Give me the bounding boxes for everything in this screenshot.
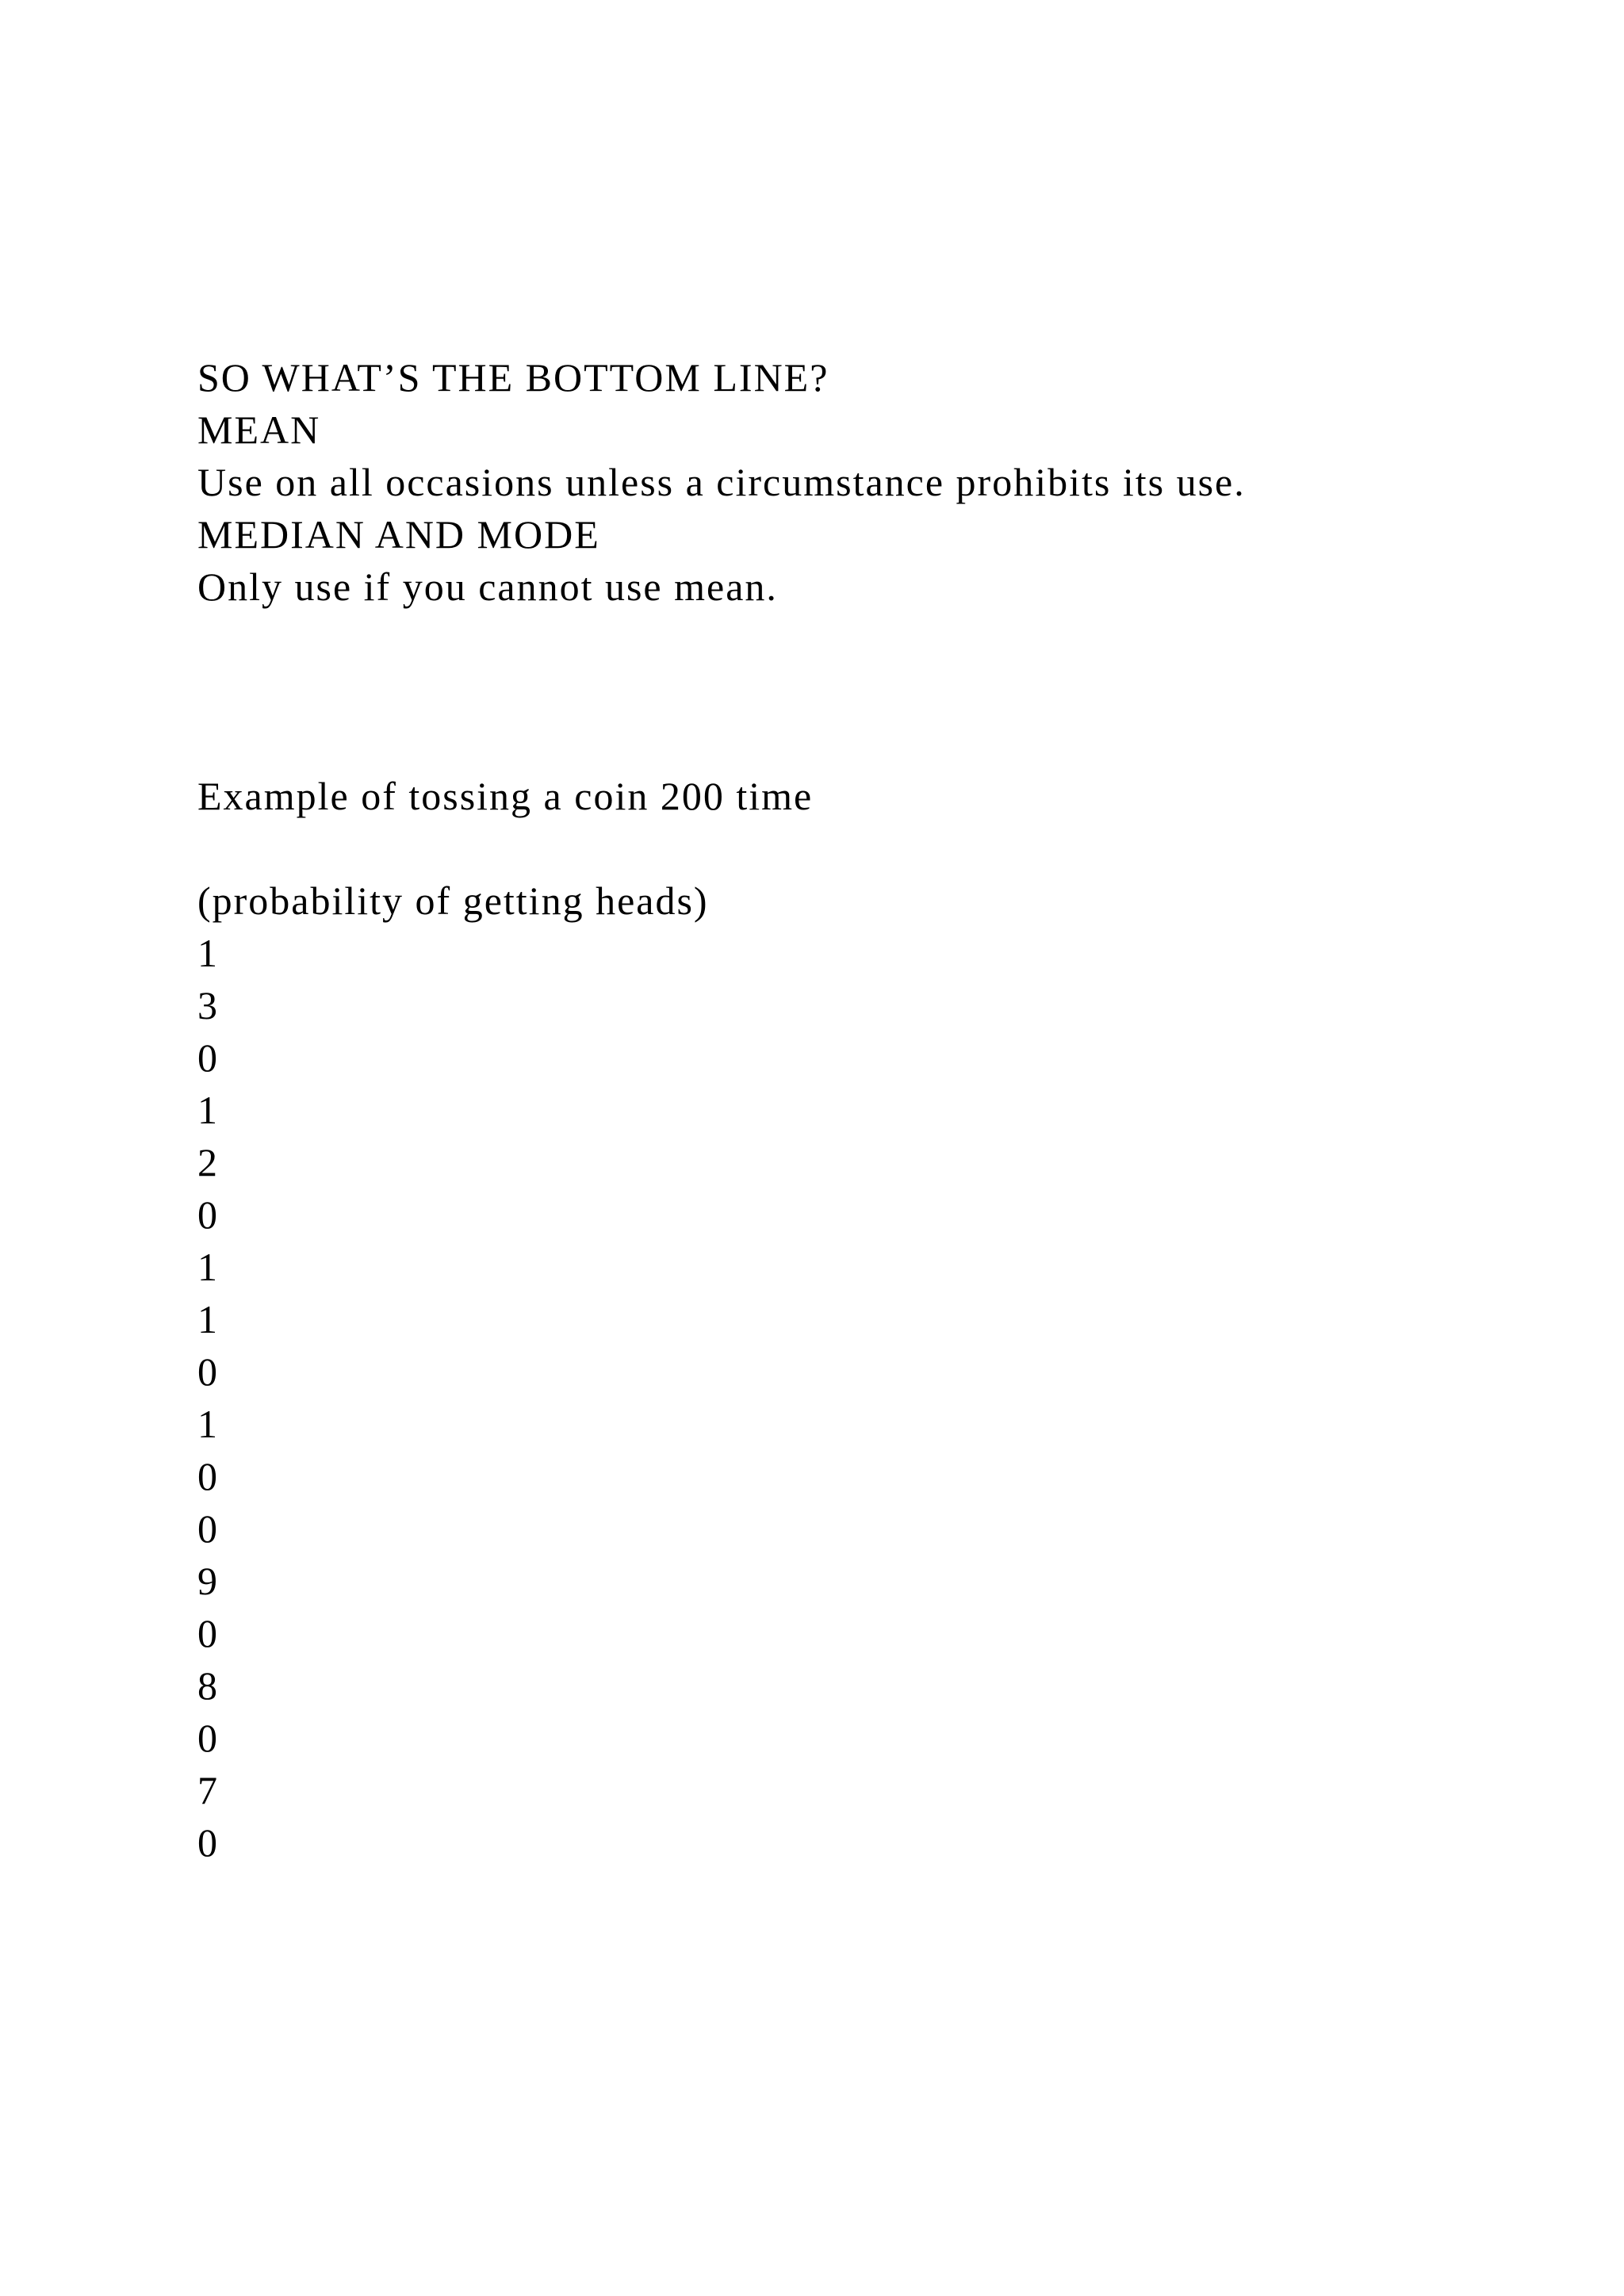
mean-description: Use on all occasions unless a circumstance prohibits its use. <box>197 460 1246 504</box>
list-item: 0 <box>197 1192 217 1237</box>
list-item: 1 <box>197 931 217 975</box>
list-item: 1 <box>197 1245 217 1289</box>
example-section <box>197 770 813 874</box>
list-item: 0 <box>197 1506 217 1551</box>
list-item: 8 <box>197 1663 217 1708</box>
list-item: 9 <box>197 1559 217 1603</box>
section-heading: SO WHAT’S THE BOTTOM LINE? <box>197 355 829 400</box>
list-item: 0 <box>197 1454 217 1498</box>
list-item: 3 <box>197 983 217 1027</box>
blank-line <box>197 822 813 874</box>
list-item: 1 <box>197 1297 217 1341</box>
median-mode-description: Only use if you cannot use mean. <box>197 564 778 609</box>
example-title: Example of tossing a coin 200 time <box>197 774 814 818</box>
list-item: 0 <box>197 1349 217 1394</box>
list-item: 0 <box>197 1611 217 1655</box>
list-item: 7 <box>197 1768 217 1812</box>
list-item: 2 <box>197 1140 217 1184</box>
heads-value-list <box>197 927 217 1869</box>
list-item: 0 <box>197 1035 217 1080</box>
list-item: 0 <box>197 1716 217 1760</box>
median-mode-title: MEDIAN AND MODE <box>197 512 600 557</box>
list-item: 1 <box>197 1088 217 1132</box>
bottom-line-section <box>197 351 1246 613</box>
mean-title: MEAN <box>197 408 321 452</box>
example-subtitle-block <box>197 874 709 927</box>
list-item: 0 <box>197 1820 217 1865</box>
example-subtitle: (probability of getting heads) <box>197 878 709 923</box>
list-item: 1 <box>197 1402 217 1446</box>
